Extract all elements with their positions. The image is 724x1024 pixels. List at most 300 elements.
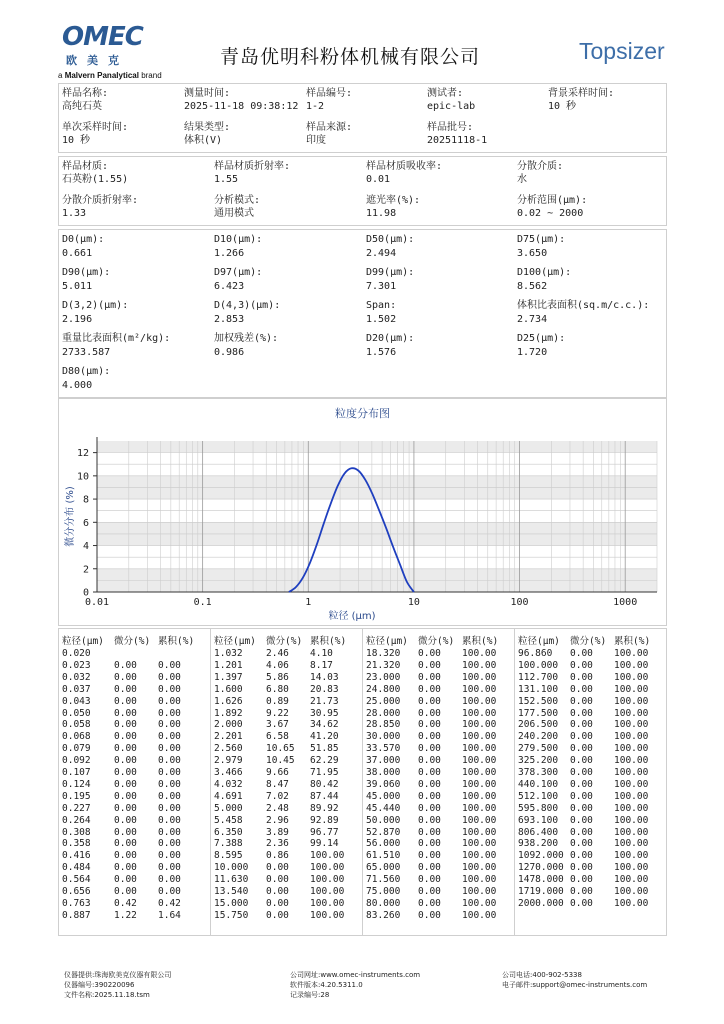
result-label: D20(μm): [366, 333, 415, 344]
table-cell-size: 112.700 [518, 671, 559, 683]
table-cell-differential: 0.00 [418, 695, 441, 707]
material-label: 分析模式: [214, 195, 261, 206]
result-label: D50(μm): [366, 234, 415, 245]
table-cell-size: 21.320 [366, 659, 401, 671]
table-header: 粒径(μm) [366, 636, 408, 647]
footer-email [502, 980, 647, 990]
table-header: 累积(%) [614, 636, 651, 647]
result-value: 2.734 [517, 314, 548, 325]
footer-file-name [64, 990, 150, 1000]
distribution-chart [59, 399, 666, 625]
x-tick-label: 0.01 [84, 597, 110, 608]
table-cell-size: 7.388 [214, 838, 243, 850]
material-value: 通用模式 [214, 208, 254, 219]
table-cell-size: 595.800 [518, 802, 559, 814]
grid-band [97, 441, 657, 453]
result-label: D100(μm): [517, 267, 572, 278]
table-cell-cumulative: 100.00 [614, 802, 649, 814]
result-value: 1.720 [517, 347, 548, 358]
table-cell-differential: 0.00 [114, 874, 137, 886]
table-cell-differential: 0.00 [266, 909, 289, 921]
table-cell-size: 806.400 [518, 826, 559, 838]
footer-value: 2025.11.18.tsm [94, 991, 150, 999]
brand-suffix: brand [141, 71, 162, 80]
table-cell-size: 11.630 [214, 874, 249, 886]
y-tick-label: 2 [82, 564, 89, 576]
table-cell-size: 0.358 [62, 838, 91, 850]
table-cell-cumulative: 100.00 [462, 695, 497, 707]
table-cell-differential: 0.00 [114, 826, 137, 838]
footer-value: 珠海欧美克仪器有限公司 [94, 971, 172, 979]
table-cell-cumulative: 100.00 [462, 909, 497, 921]
result-value: 0.661 [62, 248, 93, 259]
table-cell-cumulative: 100.00 [310, 850, 345, 862]
footer-label: 软件版本: [290, 981, 321, 989]
table-cell-size: 1.397 [214, 671, 243, 683]
table-cell-size: 378.300 [518, 767, 559, 778]
table-cell-size: 440.100 [518, 778, 559, 790]
table-cell-cumulative: 100.00 [462, 850, 497, 862]
table-cell-cumulative: 100.00 [614, 755, 649, 767]
table-cell-cumulative: 100.00 [462, 826, 497, 838]
table-cell-differential: 0.00 [114, 719, 137, 731]
material-label: 分析范围(μm): [517, 195, 588, 206]
table-cell-cumulative: 100.00 [614, 897, 649, 909]
table-cell-cumulative: 0.00 [158, 743, 181, 755]
table-cell-cumulative: 99.14 [310, 838, 339, 850]
footer-value: 4.20.5311.0 [320, 981, 363, 989]
table-cell-cumulative: 89.92 [310, 802, 339, 814]
x-tick-label: 10 [407, 597, 420, 608]
table-header: 粒径(μm) [214, 636, 256, 647]
table-cell-size: 1092.000 [518, 850, 564, 862]
table-header: 微分(%) [114, 636, 151, 647]
table-cell-size: 25.000 [366, 695, 401, 707]
result-value: 0.986 [214, 347, 245, 358]
table-cell-cumulative: 0.00 [158, 814, 181, 826]
table-cell-cumulative: 100.00 [462, 778, 497, 790]
result-value: 1.266 [214, 248, 245, 259]
table-cell-size: 52.870 [366, 826, 401, 838]
table-cell-size: 80.000 [366, 897, 401, 909]
table-header: 累积(%) [310, 636, 347, 647]
table-cell-size: 0.023 [62, 659, 91, 671]
footer-instrument-no [64, 980, 134, 990]
table-cell-size: 1.032 [214, 648, 243, 659]
table-cell-cumulative: 100.00 [310, 874, 345, 886]
material-value: 水 [517, 174, 527, 185]
footer-value: 28 [320, 991, 330, 999]
table-cell-size: 2.201 [214, 731, 243, 743]
table-cell-differential: 0.00 [114, 850, 137, 862]
footer-software-version [290, 980, 363, 990]
table-cell-differential: 2.46 [266, 648, 289, 659]
table-cell-differential: 0.00 [114, 790, 137, 802]
table-cell-size: 0.043 [62, 695, 91, 707]
table-cell-size: 0.484 [62, 862, 91, 874]
logo: OMEC [62, 22, 143, 52]
table-cell-cumulative: 100.00 [462, 802, 497, 814]
table-cell-differential: 0.00 [418, 743, 441, 755]
table-cell-differential: 0.00 [418, 659, 441, 671]
info-value: 20251118-1 [427, 135, 488, 146]
table-cell-differential: 9.66 [266, 767, 289, 778]
table-cell-cumulative: 100.00 [614, 743, 649, 755]
table-cell-differential: 0.00 [418, 671, 441, 683]
table-cell-differential: 0.00 [418, 755, 441, 767]
table-cell-size: 0.020 [62, 648, 91, 659]
chart-section [58, 398, 667, 626]
table-column-separator [514, 629, 515, 935]
table-cell-differential: 0.00 [570, 767, 593, 778]
table-cell-size: 1270.000 [518, 862, 564, 874]
table-header: 累积(%) [462, 636, 499, 647]
table-cell-cumulative: 100.00 [462, 874, 497, 886]
table-cell-cumulative: 100.00 [614, 648, 649, 659]
brand-prefix: a [58, 71, 63, 80]
table-cell-differential: 6.80 [266, 683, 289, 695]
table-cell-cumulative: 100.00 [462, 838, 497, 850]
table-cell-differential: 0.00 [418, 778, 441, 790]
table-cell-cumulative: 100.00 [614, 778, 649, 790]
table-cell-size: 2000.000 [518, 897, 564, 909]
table-cell-differential: 0.00 [418, 886, 441, 897]
material-value: 0.01 [366, 174, 391, 185]
table-cell-differential: 0.00 [114, 886, 137, 897]
result-value: 2.494 [366, 248, 397, 259]
table-cell-size: 18.320 [366, 648, 401, 659]
table-cell-differential: 1.22 [114, 909, 137, 921]
table-cell-differential: 0.00 [418, 707, 441, 719]
result-value: 7.301 [366, 281, 397, 292]
table-cell-cumulative: 100.00 [614, 790, 649, 802]
table-cell-cumulative: 34.62 [310, 719, 339, 731]
result-value: 2.196 [62, 314, 93, 325]
table-cell-cumulative: 0.00 [158, 659, 181, 671]
table-header: 累积(%) [158, 636, 195, 647]
material-value: 11.98 [366, 208, 397, 219]
result-label: 加权残差(%): [214, 333, 279, 344]
material-value: 0.02 ~ 2000 [517, 208, 584, 219]
table-cell-differential: 0.00 [114, 707, 137, 719]
footer-website [290, 970, 420, 980]
footer-label: 电子邮件: [502, 981, 533, 989]
table-cell-differential: 4.06 [266, 659, 289, 671]
table-cell-differential: 0.00 [570, 838, 593, 850]
table-header: 微分(%) [266, 636, 303, 647]
table-cell-cumulative: 92.89 [310, 814, 339, 826]
brand-name: Malvern Panalytical [64, 71, 139, 80]
table-cell-size: 0.068 [62, 731, 91, 743]
result-label: D(4,3)(μm): [214, 300, 281, 311]
info-value: 10 秒 [62, 135, 91, 146]
table-cell-size: 13.540 [214, 886, 249, 897]
table-cell-cumulative: 100.00 [614, 683, 649, 695]
table-cell-size: 33.570 [366, 743, 401, 755]
table-cell-cumulative: 100.00 [614, 707, 649, 719]
footer-label: 文件名称: [64, 991, 95, 999]
table-cell-cumulative: 100.00 [614, 731, 649, 743]
table-cell-cumulative: 8.17 [310, 659, 333, 671]
table-cell-size: 0.195 [62, 790, 91, 802]
table-cell-size: 28.000 [366, 707, 401, 719]
footer-record-no [290, 990, 329, 1000]
product-name: Topsizer [579, 38, 665, 64]
table-cell-size: 0.227 [62, 802, 91, 814]
table-cell-cumulative: 100.00 [310, 862, 345, 874]
y-tick-label: 6 [82, 517, 89, 529]
table-cell-cumulative: 87.44 [310, 790, 339, 802]
table-cell-cumulative: 20.83 [310, 683, 339, 695]
table-cell-size: 2.560 [214, 743, 243, 755]
table-cell-cumulative: 100.00 [614, 850, 649, 862]
table-cell-differential: 0.00 [418, 826, 441, 838]
material-label: 样品材质吸收率: [366, 161, 443, 172]
info-value: epic-lab [427, 101, 476, 112]
info-label: 样品来源: [306, 122, 353, 133]
table-cell-cumulative: 1.64 [158, 909, 181, 921]
result-value: 8.562 [517, 281, 548, 292]
table-cell-cumulative: 0.00 [158, 790, 181, 802]
table-cell-size: 5.000 [214, 802, 243, 814]
result-label: D80(μm): [62, 366, 111, 377]
table-cell-differential: 0.00 [418, 814, 441, 826]
table-cell-cumulative: 100.00 [310, 886, 345, 897]
table-cell-differential: 7.02 [266, 790, 289, 802]
table-cell-cumulative: 100.00 [614, 814, 649, 826]
material-label: 样品材质折射率: [214, 161, 291, 172]
table-cell-size: 39.060 [366, 778, 401, 790]
y-tick-label: 4 [82, 541, 89, 553]
table-cell-size: 177.500 [518, 707, 559, 719]
table-cell-differential: 0.00 [114, 695, 137, 707]
table-cell-size: 152.500 [518, 695, 559, 707]
y-axis-label: 微分分布 (%) [65, 486, 76, 547]
table-cell-size: 45.000 [366, 790, 401, 802]
table-cell-cumulative: 0.00 [158, 731, 181, 743]
table-cell-size: 131.100 [518, 683, 559, 695]
table-cell-cumulative: 100.00 [462, 814, 497, 826]
table-header: 粒径(μm) [518, 636, 560, 647]
table-cell-cumulative: 100.00 [614, 838, 649, 850]
material-value: 1.33 [62, 208, 87, 219]
table-cell-size: 240.200 [518, 731, 559, 743]
table-cell-differential: 0.00 [418, 790, 441, 802]
table-cell-differential: 0.00 [266, 897, 289, 909]
company-name: 青岛优明科粉体机械有限公司 [220, 46, 481, 68]
table-cell-size: 0.656 [62, 886, 91, 897]
result-label: D90(μm): [62, 267, 111, 278]
table-cell-differential: 0.00 [570, 719, 593, 731]
result-label: Span: [366, 300, 397, 311]
footer-value: 390220096 [94, 981, 135, 989]
footer-value: www.omec-instruments.com [320, 971, 421, 979]
table-cell-cumulative: 100.00 [614, 862, 649, 874]
result-label: 体积比表面积(sq.m/c.c.): [517, 300, 650, 311]
table-cell-differential: 0.00 [114, 743, 137, 755]
table-cell-cumulative: 80.42 [310, 778, 339, 790]
table-cell-differential: 0.89 [266, 695, 289, 707]
table-cell-differential: 2.48 [266, 802, 289, 814]
table-cell-size: 83.260 [366, 909, 401, 921]
table-cell-differential: 0.00 [114, 731, 137, 743]
table-cell-cumulative: 21.73 [310, 695, 339, 707]
table-cell-size: 96.860 [518, 648, 553, 659]
table-cell-differential: 0.00 [570, 683, 593, 695]
table-cell-differential: 10.65 [266, 743, 295, 755]
table-cell-size: 5.458 [214, 814, 243, 826]
table-cell-size: 1.626 [214, 695, 243, 707]
table-cell-size: 1.892 [214, 707, 243, 719]
table-cell-cumulative: 62.29 [310, 755, 339, 767]
y-tick-label: 8 [82, 494, 89, 506]
footer-phone [502, 970, 582, 980]
table-cell-size: 279.500 [518, 743, 559, 755]
result-value: 3.650 [517, 248, 548, 259]
table-cell-size: 2.000 [214, 719, 243, 731]
table-cell-differential: 0.00 [266, 874, 289, 886]
table-cell-differential: 0.00 [114, 659, 137, 671]
table-cell-cumulative: 100.00 [614, 671, 649, 683]
footer-label: 公司网址: [290, 971, 321, 979]
table-cell-differential: 0.00 [114, 683, 137, 695]
table-cell-size: 56.000 [366, 838, 401, 850]
x-tick-label: 1 [305, 597, 312, 608]
result-label: D25(μm): [517, 333, 566, 344]
table-cell-size: 0.763 [62, 897, 91, 909]
table-cell-cumulative: 30.95 [310, 707, 339, 719]
table-cell-cumulative: 100.00 [614, 886, 649, 897]
table-cell-cumulative: 100.00 [462, 719, 497, 731]
table-cell-cumulative: 100.00 [462, 862, 497, 874]
table-cell-size: 71.560 [366, 874, 401, 886]
info-value: 高纯石英 [62, 101, 102, 112]
table-cell-size: 0.037 [62, 683, 91, 695]
table-cell-cumulative: 0.00 [158, 838, 181, 850]
table-cell-size: 75.000 [366, 886, 401, 897]
table-cell-cumulative: 0.00 [158, 671, 181, 683]
table-cell-differential: 0.00 [570, 802, 593, 814]
table-cell-size: 30.000 [366, 731, 401, 743]
table-cell-cumulative: 0.00 [158, 862, 181, 874]
table-cell-cumulative: 100.00 [614, 874, 649, 886]
info-value: 1-2 [306, 101, 325, 112]
table-cell-differential: 0.00 [570, 814, 593, 826]
table-cell-differential: 0.00 [114, 755, 137, 767]
table-cell-differential: 6.58 [266, 731, 289, 743]
footer-value: support@omec-instruments.com [532, 981, 648, 989]
table-cell-cumulative: 100.00 [462, 707, 497, 719]
material-label: 样品材质: [62, 161, 109, 172]
table-column-separator [362, 629, 363, 935]
info-label: 样品编号: [306, 88, 353, 99]
table-cell-differential: 0.00 [114, 838, 137, 850]
result-label: D75(μm): [517, 234, 566, 245]
x-tick-label: 100 [510, 597, 529, 608]
table-cell-differential: 0.00 [570, 850, 593, 862]
table-cell-size: 0.107 [62, 767, 91, 778]
footer-label: 仪器提供: [64, 971, 95, 979]
result-label: D97(μm): [214, 267, 263, 278]
table-cell-differential: 0.00 [418, 909, 441, 921]
table-cell-size: 28.850 [366, 719, 401, 731]
table-cell-cumulative: 41.20 [310, 731, 339, 743]
x-axis-label: 粒径 (μm) [328, 611, 376, 622]
table-cell-size: 693.100 [518, 814, 559, 826]
material-value: 1.55 [214, 174, 239, 185]
info-label: 结果类型: [184, 122, 231, 133]
result-value: 1.502 [366, 314, 397, 325]
table-cell-size: 23.000 [366, 671, 401, 683]
table-cell-cumulative: 100.00 [614, 695, 649, 707]
info-value: 印度 [306, 135, 326, 146]
result-value: 6.423 [214, 281, 245, 292]
x-tick-label: 1000 [613, 597, 638, 608]
table-cell-size: 1.600 [214, 683, 243, 695]
table-column-separator [210, 629, 211, 935]
table-cell-cumulative: 0.00 [158, 826, 181, 838]
table-cell-size: 8.595 [214, 850, 243, 862]
table-cell-size: 0.050 [62, 707, 91, 719]
table-cell-differential: 2.36 [266, 838, 289, 850]
table-header: 微分(%) [418, 636, 455, 647]
table-cell-size: 6.350 [214, 826, 243, 838]
footer-provider [64, 970, 171, 980]
table-cell-differential: 0.00 [266, 886, 289, 897]
table-cell-size: 1.201 [214, 659, 243, 671]
result-label: D(3,2)(μm): [62, 300, 129, 311]
material-value: 石英粉(1.55) [62, 174, 129, 185]
table-header: 微分(%) [570, 636, 607, 647]
table-cell-differential: 0.00 [570, 874, 593, 886]
table-cell-cumulative: 71.95 [310, 767, 339, 778]
result-value: 5.011 [62, 281, 93, 292]
table-cell-differential: 0.00 [570, 790, 593, 802]
table-cell-differential: 0.00 [114, 767, 137, 778]
table-cell-cumulative: 0.00 [158, 683, 181, 695]
table-cell-differential: 0.00 [570, 648, 593, 659]
table-cell-size: 0.264 [62, 814, 91, 826]
chart-title: 粒度分布图 [335, 407, 390, 420]
table-cell-size: 1478.000 [518, 874, 564, 886]
table-cell-size: 37.000 [366, 755, 401, 767]
table-cell-size: 38.000 [366, 767, 401, 778]
table-cell-size: 4.691 [214, 790, 243, 802]
table-cell-differential: 0.00 [570, 695, 593, 707]
table-cell-differential: 3.67 [266, 719, 289, 731]
table-cell-size: 0.564 [62, 874, 91, 886]
brand-line [58, 71, 162, 80]
table-cell-cumulative: 100.00 [462, 671, 497, 683]
result-label: D0(μm): [62, 234, 105, 245]
table-cell-size: 50.000 [366, 814, 401, 826]
table-cell-differential: 0.00 [418, 850, 441, 862]
table-cell-differential: 5.86 [266, 671, 289, 683]
info-value: 10 秒 [548, 101, 577, 112]
info-label: 测试者: [427, 88, 464, 99]
result-label: 重量比表面积(m²/kg): [62, 333, 171, 344]
result-value: 1.576 [366, 347, 397, 358]
table-cell-differential: 3.89 [266, 826, 289, 838]
table-cell-differential: 0.00 [418, 862, 441, 874]
result-value: 2.853 [214, 314, 245, 325]
table-cell-cumulative: 0.00 [158, 850, 181, 862]
footer-label: 仪器编号: [64, 981, 95, 989]
table-cell-differential: 0.00 [570, 826, 593, 838]
footer-label: 记录编号: [290, 991, 321, 999]
y-tick-label: 12 [76, 448, 89, 460]
table-cell-cumulative: 100.00 [462, 897, 497, 909]
